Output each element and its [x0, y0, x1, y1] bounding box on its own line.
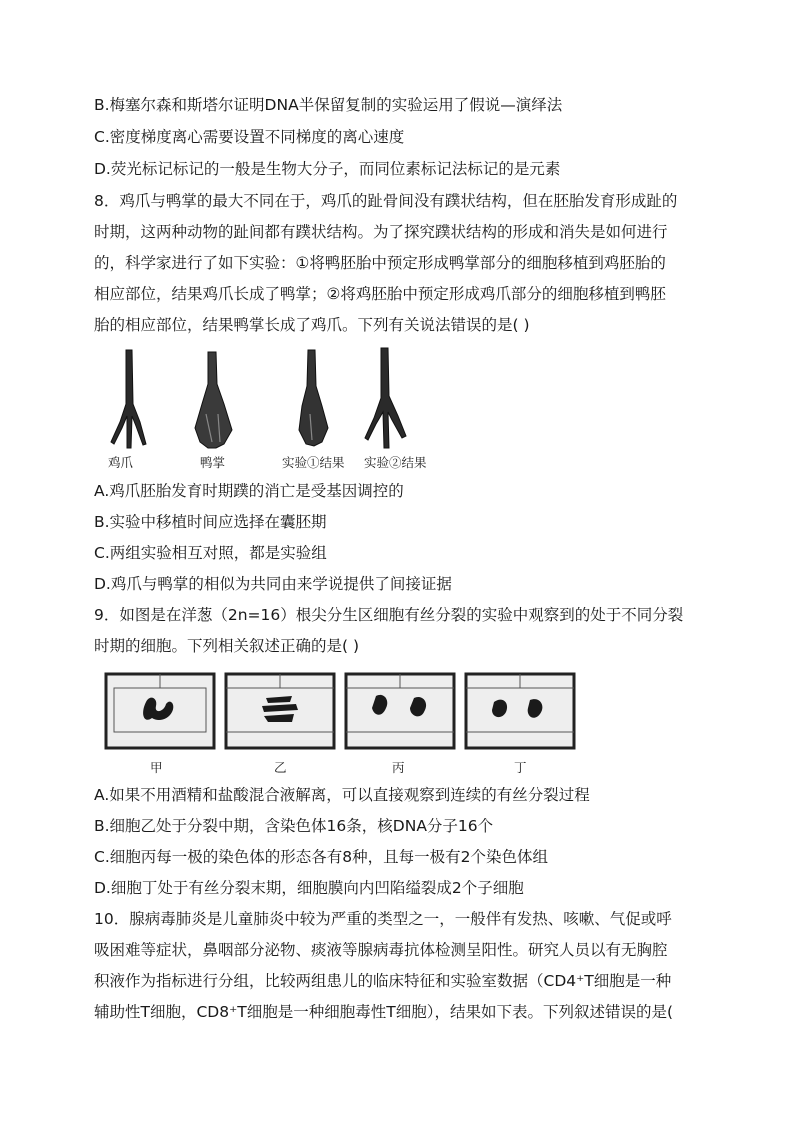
- q8-option-c: C.两组实验相互对照，都是实验组: [94, 544, 327, 562]
- q10-stem-line-2: 吸困难等症状，鼻咽部分泌物、痰液等腺病毒抗体检测呈阳性。研究人员以有无胸腔: [94, 941, 668, 959]
- mitosis-cells-figure: [100, 668, 580, 760]
- experiment-1-foot-drawing: [299, 350, 328, 446]
- q9-option-a: A.如果不用酒精和盐酸混合液解离，可以直接观察到连续的有丝分裂过程: [94, 786, 590, 804]
- label-experiment-1: 实验①结果: [282, 455, 345, 470]
- label-cell-ding: 丁: [514, 760, 527, 775]
- label-duck-foot: 鸭掌: [200, 455, 226, 470]
- q9-option-d: D.细胞丁处于有丝分裂末期，细胞膜向内凹陷缢裂成2个子细胞: [94, 879, 524, 897]
- label-cell-bing: 丙: [392, 760, 405, 775]
- experiment-2-foot-drawing: [365, 348, 406, 448]
- q8-stem-line-2: 时期，这两种动物的趾间都有蹼状结构。为了探究蹼状结构的形成和消失是如何进行: [94, 223, 668, 241]
- q8-option-d: D.鸡爪与鸭掌的相似为共同由来学说提供了间接证据: [94, 575, 452, 593]
- duck-foot-drawing: [195, 352, 232, 448]
- q8-stem-line-1: 8．鸡爪与鸭掌的最大不同在于，鸡爪的趾骨间没有蹼状结构，但在胚胎发育形成趾的: [94, 192, 678, 210]
- q8-stem-line-4: 相应部位，结果鸡爪长成了鸭掌；②将鸡胚胎中预定形成鸡爪部分的细胞移植到鸭胚: [94, 285, 666, 303]
- q10-stem-line-1: 10．腺病毒肺炎是儿童肺炎中较为严重的类型之一，一般伴有发热、咳嗽、气促或呼: [94, 910, 672, 928]
- q7-option-c: C.密度梯度离心需要设置不同梯度的离心速度: [94, 128, 405, 146]
- q7-option-b: B.梅塞尔森和斯塔尔证明DNA半保留复制的实验运用了假说—演绎法: [94, 96, 563, 114]
- q9-stem-line-1: 9．如图是在洋葱（2n=16）根尖分生区细胞有丝分裂的实验中观察到的处于不同分裂: [94, 606, 684, 624]
- q9-option-b: B.细胞乙处于分裂中期，含染色体16条，核DNA分子16个: [94, 817, 494, 835]
- q8-stem-line-5: 胎的相应部位，结果鸭掌长成了鸡爪。下列有关说法错误的是( ): [94, 316, 530, 334]
- q8-option-b: B.实验中移植时间应选择在囊胚期: [94, 513, 327, 531]
- q9-stem-line-2: 时期的细胞。下列相关叙述正确的是( ): [94, 637, 360, 655]
- q9-option-c: C.细胞丙每一极的染色体的形态各有8种，且每一极有2个染色体组: [94, 848, 548, 866]
- label-chicken-foot: 鸡爪: [108, 455, 134, 470]
- label-experiment-2: 实验②结果: [364, 455, 427, 470]
- q10-stem-line-4: 辅助性T细胞，CD8⁺T细胞是一种细胞毒性T细胞），结果如下表。下列叙述错误的是(: [94, 1003, 674, 1021]
- q8-stem-line-3: 的，科学家进行了如下实验：①将鸭胚胎中预定形成鸭掌部分的细胞移植到鸡胚胎的: [94, 254, 666, 272]
- q10-stem-line-3: 积液作为指标进行分组，比较两组患儿的临床特征和实验室数据（CD4⁺T细胞是一种: [94, 972, 672, 990]
- q8-option-a: A.鸡爪胚胎发育时期蹼的消亡是受基因调控的: [94, 482, 404, 500]
- label-cell-yi: 乙: [274, 760, 287, 775]
- label-cell-jia: 甲: [150, 760, 163, 775]
- chicken-foot-drawing: [111, 350, 146, 448]
- q7-option-d: D.荧光标记标记的一般是生物大分子，而同位素标记法标记的是元素: [94, 160, 561, 178]
